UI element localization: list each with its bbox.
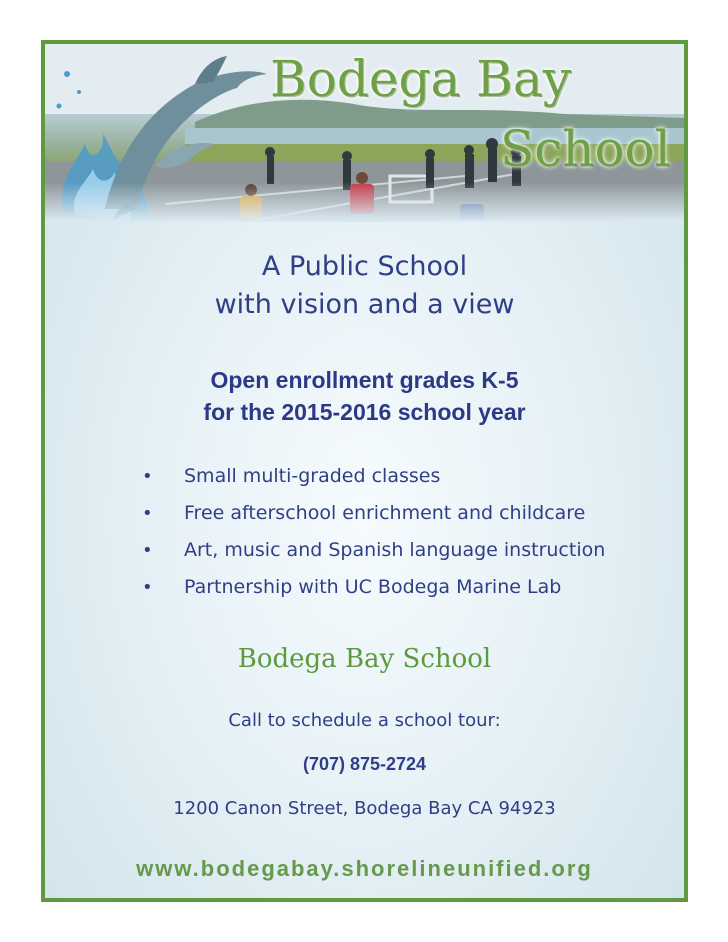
flyer-frame [41, 40, 688, 902]
bullet-glyph: • [142, 503, 153, 524]
feature-text: Free afterschool enrichment and childcare [184, 502, 586, 524]
address: 1200 Canon Street, Bodega Bay CA 94923 [173, 798, 556, 819]
school-name: Bodega Bay School [237, 644, 492, 674]
call-to-action: Call to schedule a school tour: [228, 710, 501, 731]
enrollment-line2: for the 2015-2016 school year [203, 399, 526, 425]
enrollment-line1: Open enrollment grades K-5 [210, 367, 519, 393]
list-item [140, 532, 660, 569]
feature-text: Small multi-graded classes [184, 465, 441, 487]
feature-text: Partnership with UC Bodega Marine Lab [184, 576, 562, 598]
tagline-line2: with vision and a view [214, 289, 515, 320]
bullet-glyph: • [142, 577, 153, 598]
brand-title-line2: School [500, 120, 671, 178]
feature-list [140, 458, 660, 606]
header-fade [45, 182, 684, 222]
feature-text: Art, music and Spanish language instruction [184, 539, 606, 561]
list-item [140, 458, 660, 495]
bullet-glyph: • [142, 466, 153, 487]
header-banner [45, 44, 684, 222]
list-item [140, 569, 660, 606]
bullet-glyph: • [142, 540, 153, 561]
brand-title-line1: Bodega Bay [270, 50, 571, 108]
website-link[interactable]: www.bodegabay.shorelineunified.org [136, 856, 593, 881]
phone-number[interactable]: (707) 875-2724 [302, 754, 427, 774]
tagline-line1: A Public School [261, 251, 468, 282]
list-item [140, 495, 660, 532]
